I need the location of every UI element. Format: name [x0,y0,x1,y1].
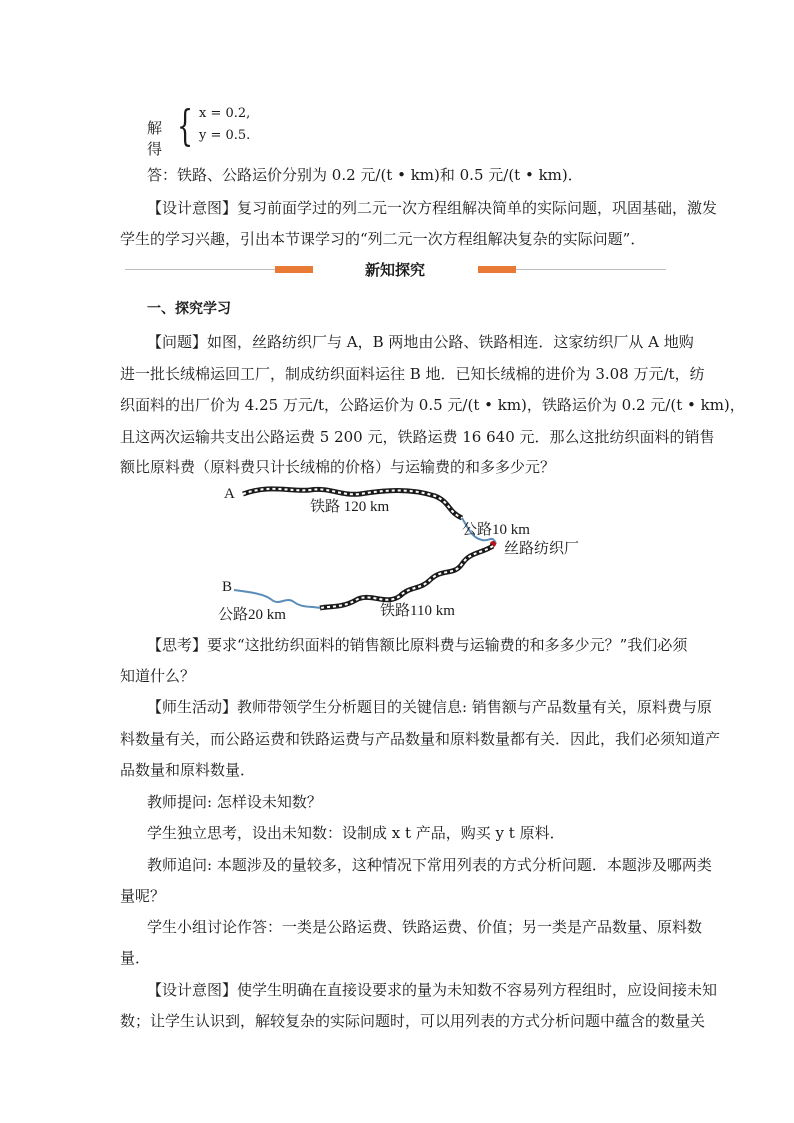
accent-bar-right [478,266,516,273]
equation-x: x = 0.2, [199,106,251,121]
point-a-label: A [224,486,235,502]
design-intent-2-line2: 数；让学生认识到，解较复杂的实际问题时，可以用列表的方式分析问题中蕴含的数量关 [120,1012,706,1030]
student-answer-2-line2: 量． [120,949,151,967]
activity-line1: 【师生活动】教师带领学生分析题目的关键信息: 销售额与产品数量有关，原料费与原 [147,698,712,716]
student-answer-1: 学生独立思考，设出未知数：设制成 x t 产品，购买 y t 原料． [147,824,565,842]
activity-line2: 料数量有关，而公路运费和铁路运费与产品数量和原料数量都有关．因此，我们必须知道产 [120,730,721,748]
think-line2: 知道什么？ [120,667,196,685]
equation-y: y = 0.5. [199,128,251,143]
road-top-label: 公路10 km [462,522,530,538]
activity-line3: 品数量和原料数量． [120,761,256,779]
section-title: 新知探究 [365,261,426,279]
point-b-label: B [222,579,233,595]
road-bottom [234,590,320,608]
railway-top-label: 铁路 120 km [310,499,390,515]
railway-bottom [320,546,493,608]
subsection-title: 一、探究学习 [147,301,231,317]
teacher-question-1: 教师提问: 怎样设未知数？ [147,793,322,811]
design-intent-1-line1: 【设计意图】复习前面学过的列二元一次方程组解决简单的实际问题，巩固基础，激发 [147,199,718,217]
teacher-question-2-line2: 量呢？ [120,887,166,905]
answer-text: 答：铁路、公路运价分别为 0.2 元/(t • km)和 0.5 元/(t • km)． [147,166,583,184]
design-intent-2-line1: 【设计意图】使学生明确在直接设要求的量为未知数不容易列方程组时，应设间接未知 [147,981,718,999]
railway-bottom-label: 铁路110 km [380,603,455,619]
solution-label: 解得 [147,119,163,158]
design-intent-1-line2: 学生的学习兴趣，引出本节课学习的“列二元一次方程组解决复杂的实际问题”． [120,230,646,248]
problem-line3: 织面料的出厂价为 4.25 万元/t，公路运价为 0.5 元/(t • km)，铁路运价为 0.2 元/(t • km)， [120,396,745,414]
think-line1: 【思考】要求“这批纺织面料的销售额比原料费与运输费的和多多少元？”我们必须 [147,636,688,654]
brace-symbol: { [177,101,194,150]
accent-bar-left [275,266,313,273]
route-map-figure [210,482,590,622]
problem-line5: 额比原料费（原料费只计长绒棉的价格）与运输费的和多多少元？ [120,458,556,476]
teacher-question-2-line1: 教师追问: 本题涉及的量较多，这种情况下常用列表的方式分析问题．本题涉及哪两类 [147,856,712,874]
factory-label: 丝路纺织厂 [504,541,580,557]
divider-right [516,269,666,270]
divider-left [125,269,275,270]
problem-line2: 进一批长绒棉运回工厂，制成纺织面料运往 B 地．已知长绒棉的进价为 3.08 万元/t，纺 [120,365,705,383]
section-header [0,258,794,282]
road-bottom-label: 公路20 km [218,607,286,622]
student-answer-2-line1: 学生小组讨论作答：一类是公路运费、铁路运费、价值；另一类是产品数量、原料数 [147,918,703,936]
problem-line1: 【问题】如图，丝路纺织厂与 A，B 两地由公路、铁路相连．这家纺织厂从 A 地购 [147,333,694,351]
problem-line4: 且这两次运输共支出公路运费 5 200 元，铁路运费 16 640 元．那么这批纺织面料的销售 [120,428,715,446]
